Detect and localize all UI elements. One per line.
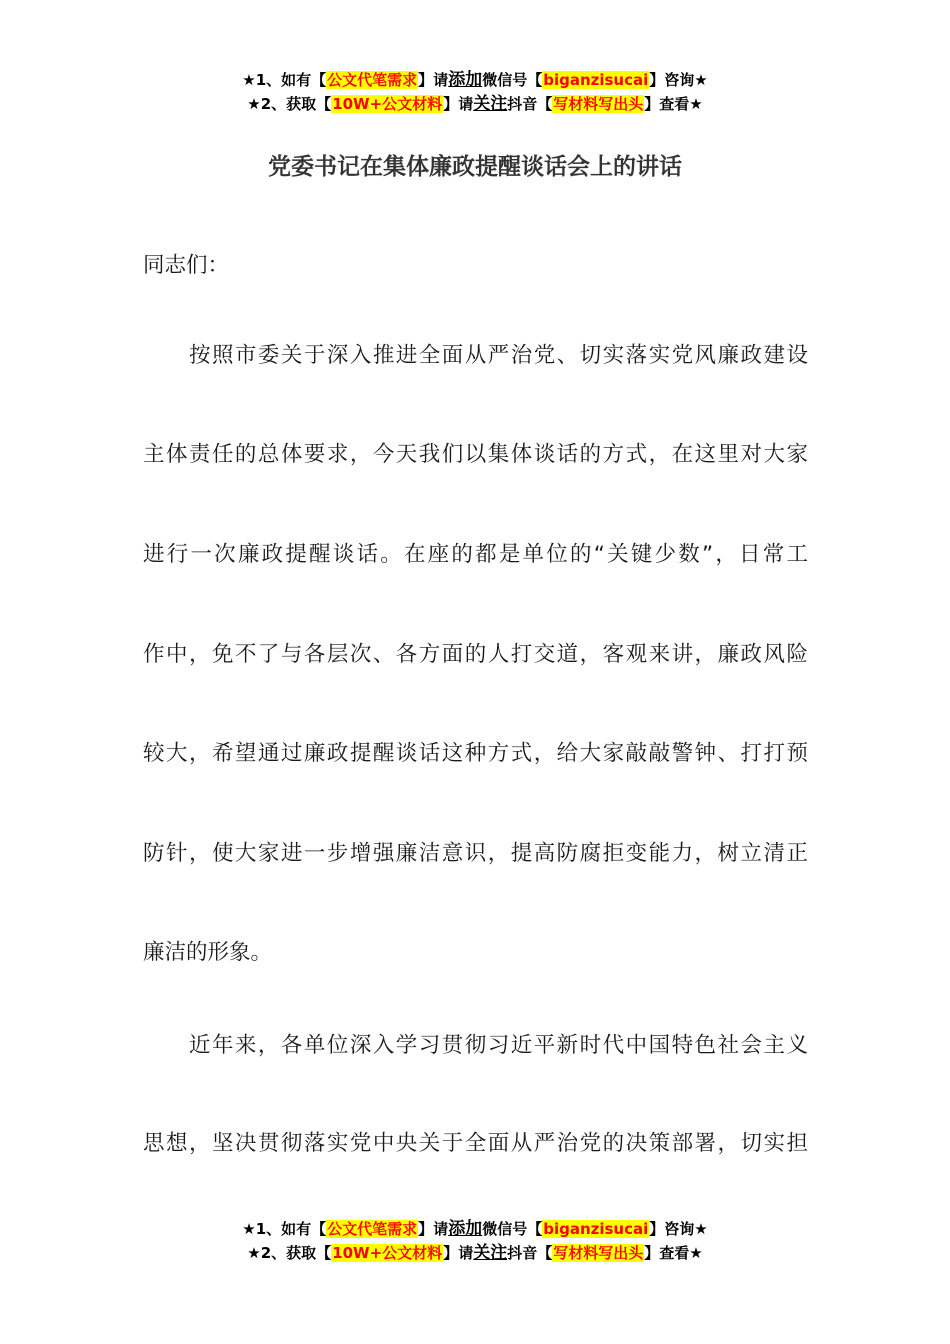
- banner-underline-follow: 关注: [473, 1243, 508, 1263]
- banner-line-2: [0, 1241, 950, 1265]
- banner-text: ★2、获取【: [247, 1244, 332, 1262]
- paragraph-line: 思想，坚决贯彻落实党中央关于全面从严治党的决策部署，切实担: [143, 1131, 808, 1156]
- banner-text: ★2、获取【: [247, 95, 332, 113]
- banner-text: 抖音【: [507, 1244, 553, 1262]
- paragraph-line: 作中，免不了与各层次、各方面的人打交道，客观来讲，廉政风险: [143, 642, 808, 667]
- banner-line-1: [0, 68, 950, 92]
- banner-text: 】咨询★: [649, 71, 708, 89]
- banner-underline-follow: 关注: [473, 94, 508, 114]
- banner-highlight-materials: 10W+公文材料: [332, 95, 443, 113]
- banner-text: 】咨询★: [649, 1220, 708, 1238]
- banner-text: 】请: [443, 1244, 474, 1262]
- banner-highlight-service: 公文代笔需求: [327, 71, 418, 89]
- banner-highlight-wechat-id: biganzisucai: [543, 71, 649, 89]
- banner-underline-add: 添加: [448, 70, 483, 90]
- document-title: 党委书记在集体廉政提醒谈话会上的讲话: [268, 154, 682, 180]
- paragraph-line: 主体责任的总体要求，今天我们以集体谈话的方式，在这里对大家: [143, 442, 808, 467]
- banner-text: ★1、如有【: [242, 1220, 327, 1238]
- banner-text: 】请: [443, 95, 474, 113]
- paragraph-line: 防针，使大家进一步增强廉洁意识，提高防腐拒变能力，树立清正: [143, 841, 808, 866]
- paragraph-line: 较大，希望通过廉政提醒谈话这种方式，给大家敲敲警钟、打打预: [143, 741, 808, 766]
- bottom-banner: [0, 1217, 950, 1265]
- paragraph-line: 进行一次廉政提醒谈话。在座的都是单位的“关键少数”，日常工: [143, 542, 808, 567]
- banner-text: ★1、如有【: [242, 71, 327, 89]
- top-banner: [0, 68, 950, 116]
- banner-text: 抖音【: [507, 95, 553, 113]
- banner-highlight-douyin: 写材料写出头: [553, 1244, 644, 1262]
- salutation: 同志们：: [143, 253, 230, 278]
- paragraph-line: 廉洁的形象。: [143, 940, 273, 965]
- banner-underline-add: 添加: [448, 1219, 483, 1239]
- banner-highlight-materials: 10W+公文材料: [332, 1244, 443, 1262]
- banner-text: 】请: [418, 1220, 449, 1238]
- banner-text: 】查看★: [644, 1244, 703, 1262]
- banner-text: 微信号【: [482, 71, 543, 89]
- banner-highlight-wechat-id: biganzisucai: [543, 1220, 649, 1238]
- banner-line-2: [0, 92, 950, 116]
- banner-highlight-douyin: 写材料写出头: [553, 95, 644, 113]
- paragraph-line: 按照市委关于深入推进全面从严治党、切实落实党风廉政建设: [143, 343, 808, 368]
- banner-text: 微信号【: [482, 1220, 543, 1238]
- paragraph-line: 近年来，各单位深入学习贯彻习近平新时代中国特色社会主义: [143, 1033, 808, 1058]
- banner-highlight-service: 公文代笔需求: [327, 1220, 418, 1238]
- banner-line-1: [0, 1217, 950, 1241]
- banner-text: 】请: [418, 71, 449, 89]
- banner-text: 】查看★: [644, 95, 703, 113]
